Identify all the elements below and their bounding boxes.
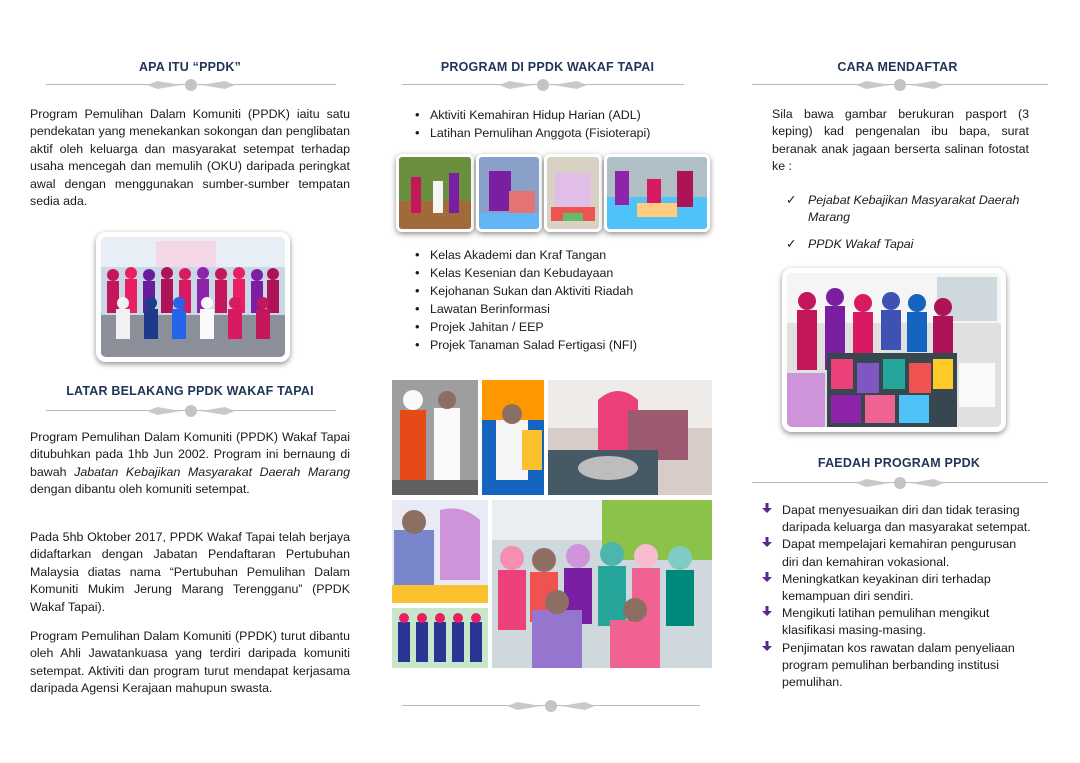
collage-photo (392, 380, 478, 495)
location-text: Pejabat Kebajikan Masyarakat Daerah Marang (808, 193, 1020, 225)
product-photo (782, 268, 1006, 432)
collage-photo-image (392, 608, 488, 668)
heading-faedah: FAEDAH PROGRAM PPDK (817, 456, 981, 470)
activity-photo-image (607, 157, 707, 229)
benefit-item (760, 536, 1032, 570)
heading-cara-mendaftar: CARA MENDAFTAR (837, 60, 958, 74)
activity-photo (396, 154, 474, 232)
list-item: • Projek Jahitan / EEP (412, 318, 692, 336)
list-item: • Kelas Kesenian dan Kebudayaan (412, 264, 692, 282)
benefit-item (760, 640, 1032, 692)
heading-apa-itu: APA ITU “PPDK” (138, 60, 242, 74)
group-photo-image (101, 237, 285, 357)
arrow-bullet-icon (762, 606, 772, 616)
location-text: PPDK Wakaf Tapai (808, 236, 914, 251)
list-item: • Lawatan Berinformasi (412, 300, 692, 318)
location-item (772, 236, 1032, 253)
program-list-1 (412, 106, 692, 142)
check-icon: ✓ (786, 236, 797, 251)
benefit-item (760, 605, 1032, 639)
product-photo-image (787, 273, 1001, 427)
activity-photo (476, 154, 542, 232)
registration-instructions: Sila bawa gambar berukuran pasport (3 keping) kad pengenalan ibu bapa, surat beranak anak jagaan berserta salinan fotostat ke : (772, 107, 1029, 174)
collage-photo-image (392, 380, 478, 495)
list-item: • Kejohanan Sukan dan Aktiviti Riadah (412, 282, 692, 300)
background-paragraph-3: Program Pemulihan Dalam Komuniti (PPDK) turut dibantu oleh Ahli Jawatankuasa yang terdiri daripada komuniti setempat. Aktiviti dan program turut mendapat kerjasama daripada Agensi Kerajaan mahupun swasta. (30, 629, 350, 696)
background-paragraph-2: Pada 5hb Oktober 2017, PPDK Wakaf Tapai telah berjaya didaftarkan dengan Jabatan Pendaftaran Pertubuhan Malaysia diatas nama “Pertubuhan Pemulihan Dalam Komuniti Mukim Jerung Marang Terengganu” (PPDK Wakaf Tapai). (30, 530, 350, 614)
check-icon: ✓ (786, 193, 797, 207)
agency-name: Jabatan Kebajikan Masyarakat Daerah Marang (74, 464, 350, 479)
heading-divider (752, 476, 1048, 490)
registration-locations (772, 192, 1032, 262)
benefit-text: Penjimatan kos rawatan dalam penyeliaan program pemulihan berbanding institusi pemulihan. (782, 640, 1015, 690)
benefit-text: Meningkatkan keyakinan diri terhadap kemampuan diri sendiri. (782, 571, 991, 604)
benefit-item (760, 571, 1032, 605)
arrow-bullet-icon (762, 537, 772, 547)
collage-photo (392, 500, 488, 603)
activity-photo-image (399, 157, 471, 229)
benefit-text: Mengikuti latihan pemulihan mengikut klasifikasi masing-masing. (782, 606, 990, 638)
background-paragraph-1 (30, 429, 350, 499)
heading-divider (46, 78, 336, 92)
heading-program: PROGRAM DI PPDK WAKAF TAPAI (440, 60, 655, 74)
collage-photo-image (548, 380, 712, 495)
benefits-list (760, 502, 1032, 691)
arrow-bullet-icon (762, 503, 772, 513)
group-photo (96, 232, 290, 362)
arrow-bullet-icon (762, 641, 772, 651)
collage-photo (392, 608, 488, 668)
heading-divider (752, 78, 1048, 92)
collage-photo (482, 380, 544, 495)
benefit-text: Dapat menyesuaikan diri dan tidak terasing daripada keluarga dan masyarakat setempat. (782, 503, 1031, 535)
program-list-2 (412, 246, 692, 354)
location-item (772, 192, 1032, 227)
background-text: Program Pemulihan Dalam Komuniti (PPDK) Wakaf Tapai ditubuhkan pada 1hb Jun 2002. Program ini bernaung di bawah (30, 430, 350, 479)
collage-photo-image (492, 500, 712, 668)
activity-photo (604, 154, 710, 232)
activity-photo-image (479, 157, 539, 229)
activity-photo (544, 154, 602, 232)
collage-photo (548, 380, 712, 495)
list-item: • Projek Tanaman Salad Fertigasi (NFI) (412, 336, 692, 354)
benefit-text: Dapat mempelajari kemahiran pengurusan diri dan kemahiran vokasional. (782, 537, 1017, 569)
footer-divider (402, 699, 700, 713)
benefit-item (760, 502, 1032, 536)
collage-photo-image (482, 380, 544, 495)
intro-paragraph: Program Pemulihan Dalam Komuniti (PPDK) iaitu satu pendekatan yang menekankan sokongan dan penglibatan aktif oleh keluarga dan masyarakat setempat terhadap usaha mencegah dan memulih (OKU) daripada peringkat awal dengan menggunakan sumber-sumber tempatan sedia ada. (30, 107, 350, 209)
heading-divider (402, 78, 684, 92)
heading-latar-belakang: LATAR BELAKANG PPDK WAKAF TAPAI (66, 384, 314, 398)
collage-photo-image (392, 500, 488, 603)
background-text: dengan dibantu oleh komuniti setempat. (30, 482, 250, 497)
arrow-bullet-icon (762, 572, 772, 582)
list-item: • Latihan Pemulihan Anggota (Fisioterapi) (412, 124, 692, 142)
activity-photo-image (547, 157, 599, 229)
list-item: • Aktiviti Kemahiran Hidup Harian (ADL) (412, 106, 692, 124)
heading-divider (46, 404, 336, 418)
collage-photo (492, 500, 712, 668)
list-item: • Kelas Akademi dan Kraf Tangan (412, 246, 692, 264)
